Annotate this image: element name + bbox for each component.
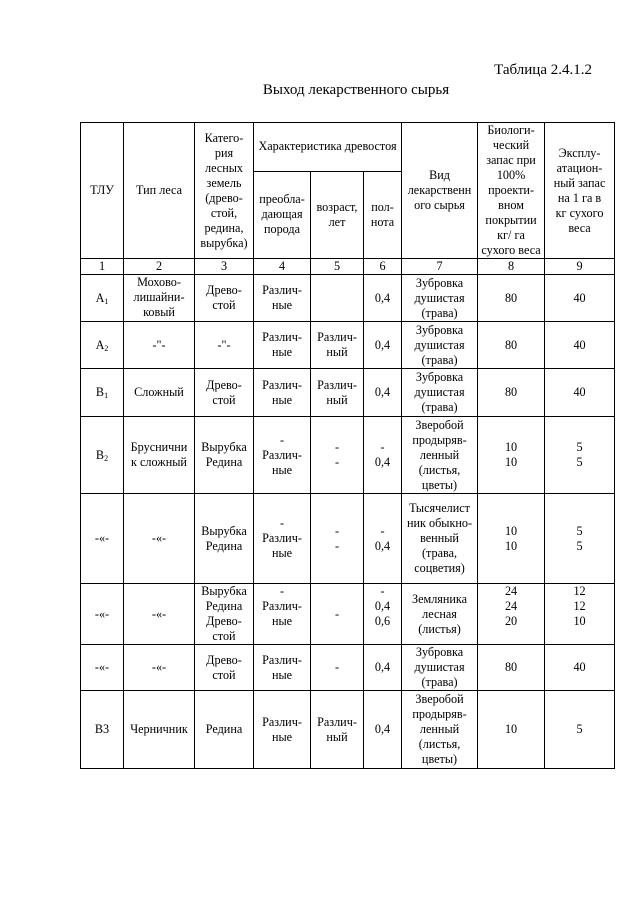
cell-age: - - [311,494,364,584]
cell-raw-type: Тысячелист ник обыкно- венный (трава, соцветия) [402,494,478,584]
header-raw-type: Вид лекарственн ого сырья [402,123,478,259]
table-title: Выход лекарственного сырья [262,82,450,98]
table-row [81,369,615,417]
cell-age: Различ- ный [311,691,364,769]
cell-bio-reserve: 80 [478,369,545,417]
cell-age: - [311,645,364,691]
column-number: 6 [364,259,402,275]
cell-species: - Различ- ные [254,417,311,494]
cell-forest-type: -«- [124,645,195,691]
cell-land-category: Вырубка Редина [195,494,254,584]
cell-bio-reserve: 24 24 20 [478,584,545,645]
cell-forest-type: Бруснични к сложный [124,417,195,494]
cell-forest-type: -«- [124,494,195,584]
cell-tlu: $А_1$ [81,275,124,322]
column-number: 3 [195,259,254,275]
cell-tlu: -«- [81,494,124,584]
table-row [81,322,615,369]
header-forest-type: Тип леса [124,123,195,259]
cell-land-category: -"- [195,322,254,369]
medicinal-raw-yield-table [80,122,615,769]
cell-land-category: Вырубка Редина [195,417,254,494]
cell-species: Различ- ные [254,645,311,691]
cell-forest-type: Черничник [124,691,195,769]
column-number: 1 [81,259,124,275]
column-number: 7 [402,259,478,275]
table-row [81,417,615,494]
cell-land-category: Вырубка Редина Древо- стой [195,584,254,645]
cell-raw-type: Зверобой продыряв- ленный (листья, цветы) [402,417,478,494]
cell-exploit-reserve: 12 12 10 [545,584,615,645]
cell-exploit-reserve: 40 [545,275,615,322]
header-exploit-reserve: Эксплу- атацион- ный запас на 1 га в кг сухого веса [545,123,615,259]
header-bio-reserve: Биологи- ческий запас при 100% проекти- вном покрытии кг/ га сухого веса [478,123,545,259]
cell-tlu: В3 [81,691,124,769]
header-density: пол- нота [364,171,402,258]
cell-forest-type: -«- [124,584,195,645]
cell-exploit-reserve: 5 [545,691,615,769]
cell-raw-type: Зубровка душистая (трава) [402,645,478,691]
table-row [81,494,615,584]
cell-bio-reserve: 10 [478,691,545,769]
cell-age: Различ- ный [311,322,364,369]
cell-land-category: Древо- стой [195,369,254,417]
cell-exploit-reserve: 5 5 [545,494,615,584]
table-row [81,645,615,691]
header-age: возраст, лет [311,171,364,258]
cell-density: 0,4 [364,369,402,417]
cell-exploit-reserve: 40 [545,645,615,691]
cell-species: Различ- ные [254,691,311,769]
cell-bio-reserve: 10 10 [478,417,545,494]
cell-land-category: Древо- стой [195,645,254,691]
cell-exploit-reserve: 40 [545,322,615,369]
cell-tlu: -«- [81,645,124,691]
cell-species: - Различ- ные [254,494,311,584]
column-number: 4 [254,259,311,275]
cell-bio-reserve: 80 [478,275,545,322]
cell-raw-type: Зубровка душистая (трава) [402,369,478,417]
cell-density: 0,4 [364,322,402,369]
cell-species: Различ- ные [254,322,311,369]
cell-forest-type: Сложный [124,369,195,417]
cell-density: 0,4 [364,645,402,691]
cell-exploit-reserve: 40 [545,369,615,417]
table-row [81,691,615,769]
cell-raw-type: Земляника лесная (листья) [402,584,478,645]
cell-density: - 0,4 0,6 [364,584,402,645]
cell-species: Различ- ные [254,369,311,417]
cell-species: Различ- ные [254,275,311,322]
table-row [81,275,615,322]
cell-density: 0,4 [364,275,402,322]
column-number: 5 [311,259,364,275]
cell-density: 0,4 [364,691,402,769]
cell-forest-type: Мохово- лишайни- ковый [124,275,195,322]
header-dominant-species: преобла- дающая порода [254,171,311,258]
cell-tlu: $А_2$ [81,322,124,369]
table-label: Таблица 2.4.1.2 [494,62,592,78]
cell-tlu: $В_1$ [81,369,124,417]
cell-tlu: -«- [81,584,124,645]
table-row [81,584,615,645]
cell-age: - - [311,417,364,494]
cell-bio-reserve: 80 [478,645,545,691]
cell-age: - [311,584,364,645]
column-number: 2 [124,259,195,275]
cell-raw-type: Зверобой продыряв- ленный (листья, цветы) [402,691,478,769]
header-land-category: Катего- рия лесных земель (древо- стой, редина, вырубка) [195,123,254,259]
cell-density: - 0,4 [364,494,402,584]
header-stand-characteristics: Характеристика древостоя [254,123,402,172]
cell-bio-reserve: 80 [478,322,545,369]
cell-density: - 0,4 [364,417,402,494]
column-number: 8 [478,259,545,275]
header-tlu: ТЛУ [81,123,124,259]
cell-land-category: Древо- стой [195,275,254,322]
column-number: 9 [545,259,615,275]
cell-raw-type: Зубровка душистая (трава) [402,322,478,369]
cell-exploit-reserve: 5 5 [545,417,615,494]
cell-bio-reserve: 10 10 [478,494,545,584]
cell-age [311,275,364,322]
cell-age: Различ- ный [311,369,364,417]
cell-land-category: Редина [195,691,254,769]
cell-species: - Различ- ные [254,584,311,645]
cell-raw-type: Зубровка душистая (трава) [402,275,478,322]
cell-forest-type: -"- [124,322,195,369]
cell-tlu: $В_2$ [81,417,124,494]
column-number-row [81,259,615,275]
